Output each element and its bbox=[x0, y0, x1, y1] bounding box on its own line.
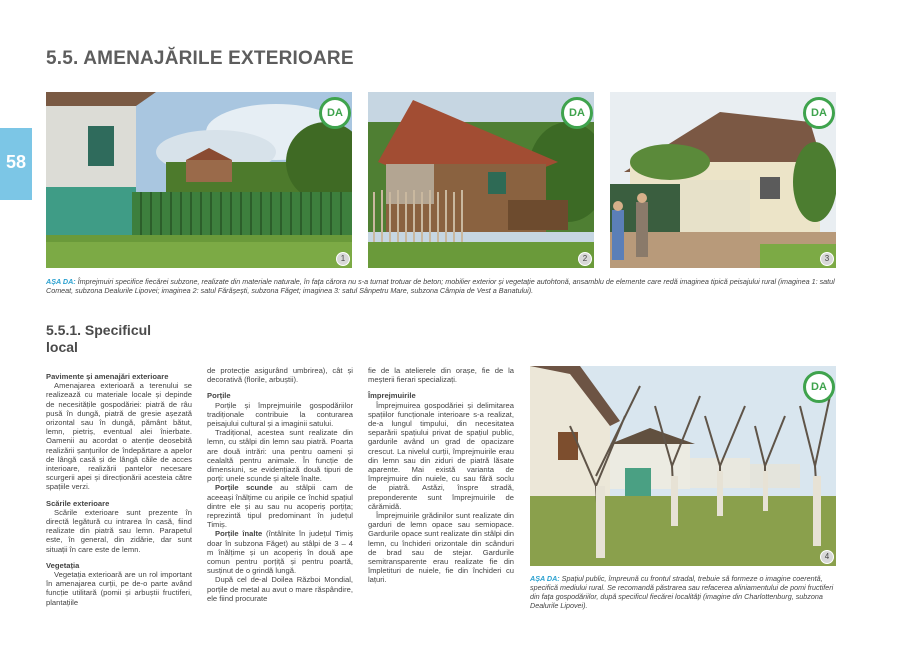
approved-badge: DA bbox=[803, 97, 835, 129]
approved-badge: DA bbox=[319, 97, 351, 129]
page-title: 5.5. AMENAJĂRILE EXTERIOARE bbox=[46, 48, 354, 69]
term-portile-inalte: Porțile înalte bbox=[215, 529, 263, 539]
paragraph: Porțile și împrejmuirile gospodăriilor tradiționale contribuie la conturarea peisajului cultural și a imaginii satului. bbox=[207, 400, 353, 429]
caption-top bbox=[46, 277, 836, 295]
caption-text: Împrejmuiri specifice fiecărei subzone, realizate din materiale naturale, în fața cărora nu s-a turnat trotuar de beton; mobilier exterior și vegetație autohtonă, ansamblu de elemente care redă imaginea tipică peisajului rural (imaginea 1: satul Comeat, subzona Dealurile Lipovei; imaginea 2: satul Fărășești, subzona Făget; imaginea 3: satul Sânpetru Mare, subzona Câmpia de Vest a Banatului). bbox=[46, 277, 835, 295]
image-number: 2 bbox=[578, 252, 592, 266]
text-column-1 bbox=[46, 372, 192, 607]
caption-text: Spațiul public, împreună cu frontul stradal, trebuie să formeze o imagine coerentă, specifică mediului rural. Se recomandă păstrarea sau refacerea aliniamentului de pomi fructiferi din fața gospodăriilor, după specificul fiecărei localități (imagine din Charlottenburg, subzona Dealurile Lipovei). bbox=[530, 574, 834, 610]
page-number: 58 bbox=[5, 152, 27, 172]
paragraph bbox=[207, 529, 353, 575]
photo-farasesti-house bbox=[368, 92, 594, 268]
paragraph: Împrejmuirile grădinilor sunt realizate din garduri de lemn opace sau semiopace. Gardurile opace sunt realizate din stâlpi din lemn, cu închideri orizontale din scânduri de brad sau de stejar. Gardurile semitransparente erau realizate fie din împletituri de nuiele, fie din închideri cu lațuri. bbox=[368, 511, 514, 585]
image-number: 4 bbox=[820, 550, 834, 564]
section-heading bbox=[46, 322, 151, 356]
paragraph-text: (întâlnite în județul Timiș doar în subzona Făget) au stâlpi de 3 – 4 m înălțime și un acoperiș în două ape comun pentru porțiță și pentru poartă, susținut de o grindă lungă. bbox=[207, 529, 353, 576]
image-number: 1 bbox=[336, 252, 350, 266]
caption-lead: AȘA DA: bbox=[46, 277, 76, 286]
approved-badge: DA bbox=[561, 97, 593, 129]
photo-comeat-gate bbox=[46, 92, 352, 268]
photo-sanpetru-mare-house bbox=[610, 92, 836, 268]
caption-bottom bbox=[530, 574, 836, 610]
heading-scari: Scările exterioare bbox=[46, 498, 110, 508]
paragraph bbox=[207, 483, 353, 529]
paragraph: Scările exterioare sunt prezente în directă legătură cu intrarea în casă, fiind realizate din piatră sau lemn. Parapetul este, în general, din zidărie, dar sunt situații în care este de lemn. bbox=[46, 507, 192, 554]
caption-lead: AȘA DA: bbox=[530, 574, 560, 583]
heading-portile: Porțile bbox=[207, 391, 231, 401]
paragraph: Amenajarea exterioară a terenului se realizează cu materiale locale și depinde de necesitățile gospodăriei: piatră de râu pusă în dungă, piatră de gresie așezată orizontal sau în dungă, pământ bătut, lemn, pietriș, eventual alei înierbate. Oamenii au acordat o atenție deosebită realizării șanțurilor de îndepărtare a apelor de lângă casă și de lângă căile de acces interioare, realizării pantelor necesare scurgerii apei și direcționării acesteia către spațiile verzi. bbox=[46, 381, 192, 492]
section-heading-line2: local bbox=[46, 339, 78, 355]
heading-pavimente: Pavimente și amenajări exterioare bbox=[46, 372, 169, 381]
paragraph: După cel de-al Doilea Război Mondial, porțile de metal au avut o mare răspândire, ele fiind procurate bbox=[207, 575, 353, 603]
heading-imprejmuirile: Împrejmuirile bbox=[368, 391, 416, 401]
image-number: 3 bbox=[820, 252, 834, 266]
heading-vegetatia: Vegetația bbox=[46, 560, 80, 570]
text-column-2 bbox=[207, 366, 353, 603]
paragraph: de protecție asigurând umbrirea), cât și decorativă (florile, arbuștii). bbox=[207, 366, 353, 385]
paragraph: Vegetația exterioară are un rol important în amenajarea curții, pe de-o parte având funcție utilitară (pomii și arbuștii fructiferi, plantațiile bbox=[46, 570, 192, 607]
approved-badge: DA bbox=[803, 371, 835, 403]
text-column-3 bbox=[368, 366, 514, 585]
term-portile-scunde: Porțile scunde bbox=[215, 483, 273, 493]
paragraph: Împrejmuirea gospodăriei și delimitarea spațiilor funcționale interioare s-a realizat, de-a lungul timpului, din necesitatea separării spațiului privat de spațiul public, gardurile având un grad de opacizare crescut. La nivelul curții, împrejmuirile erau din lemn sau din ziduri de piatră lăsate aparente. Mai există varianta de împrejmuire din nuiele, cu sau fără soclu de piatră. Astăzi, înspre stradă, preponderente sunt împrejmuirile de cărămidă. bbox=[368, 400, 514, 511]
paragraph: Tradițional, acestea sunt realizate din lemn, cu stâlpi din lemn sau piatră. Poarta are două intrări: una pentru oameni și cealaltă pentru animale. În funcție de dimensiuni, se evidențiază două tipuri de porți: unele scunde și altele înalte. bbox=[207, 428, 353, 484]
photo-charlottenburg-street bbox=[530, 366, 836, 566]
paragraph: fie de la atelierele din orașe, fie de la meșterii fierari specializați. bbox=[368, 366, 514, 385]
paragraph-text: au stâlpii cam de aceeași înălțime cu aripile ce închid spațiul dintre ele și au sau nu acoperiș porțița; reprezintă tipul predominant în județul Timiș. bbox=[207, 483, 354, 530]
section-heading-line1: 5.5.1. Specificul bbox=[46, 322, 152, 338]
